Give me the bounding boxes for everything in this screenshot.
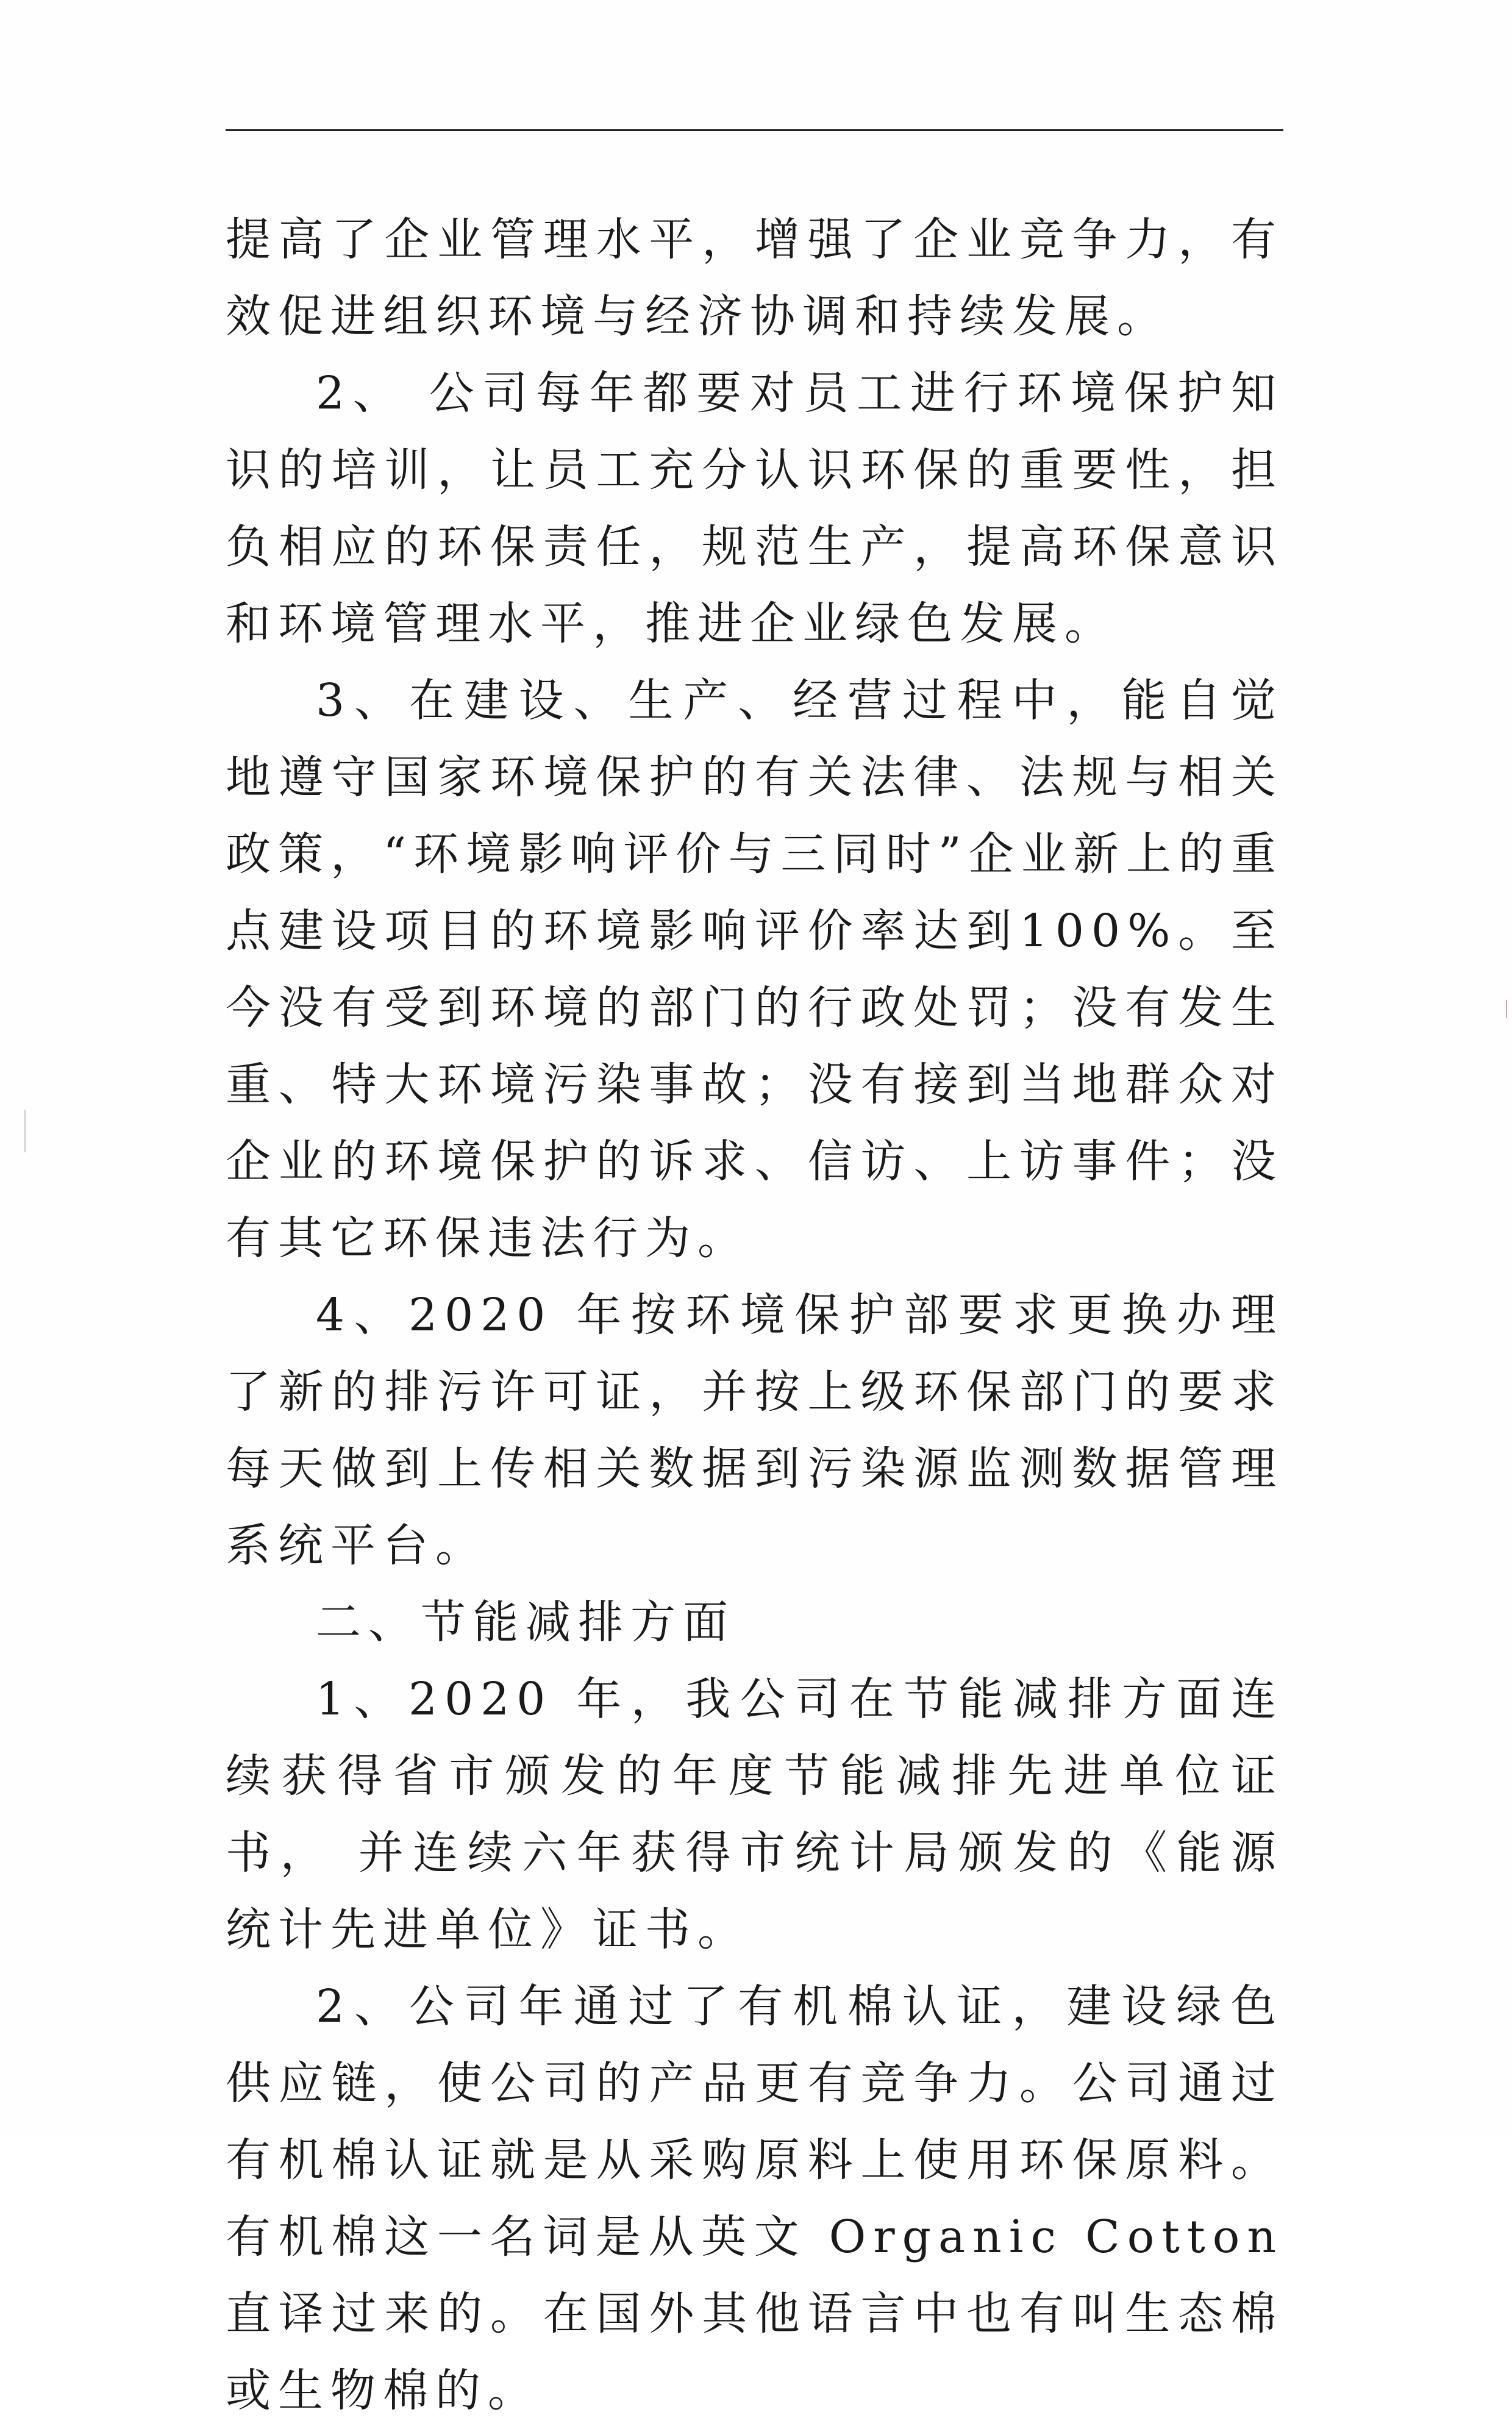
paragraph-item-2-training: 2、 公司每年都要对员工进行环境保护知识的培训，让员工充分认识环保的重要性，担负相应的环保责任，规范生产，提高环保意识和环境管理水平，推进企业绿色发展。 <box>226 367 1283 650</box>
paragraph-item-4-permit: 4、2020 年按环境保护部要求更换办理了新的排污许可证，并按上级环保部门的要求每天做到上传相关数据到污染源监测数据管理系统平台。 <box>226 1289 1283 1572</box>
paragraph-item-3-compliance: 3、在建设、生产、经营过程中，能自觉地遵守国家环境保护的有关法律、法规与相关政策，“环境影响评价与三同时”企业新上的重点建设项目的环境影响评价率达到100%。至今没有受到环境的部门的行政处罚；没有发生重、特大环境污染事故；没有接到当地群众对企业的环境保护的诉求、信访、上访事件；没有其它环保违法行为。 <box>226 674 1283 1264</box>
scan-artifact-left <box>24 1110 26 1152</box>
document-body <box>226 201 1283 2429</box>
scan-artifact-right <box>1506 1000 1507 1018</box>
section-heading-energy-saving: 二、节能减排方面 <box>316 1596 735 1649</box>
paragraph-energy-item-1: 1、2020 年，我公司在节能减排方面连续获得省市颁发的年度节能减排先进单位证书， 并连续六年获得市统计局颁发的《能源统计先进单位》证书。 <box>226 1673 1283 1956</box>
paragraph-continuation: 提高了企业管理水平，增强了企业竞争力，有效促进组织环境与经济协调和持续发展。 <box>226 213 1283 343</box>
paragraph-energy-item-2-organic-cotton: 2、公司年通过了有机棉认证，建设绿色供应链，使公司的产品更有竞争力。公司通过有机棉认证就是从采购原料上使用环保原料。有机棉这一名词是从英文 Organic Cotton 直译过来的。在国外其他语言中也有叫生态棉或生物棉的。 <box>226 1980 1283 2417</box>
header-rule <box>226 129 1283 131</box>
